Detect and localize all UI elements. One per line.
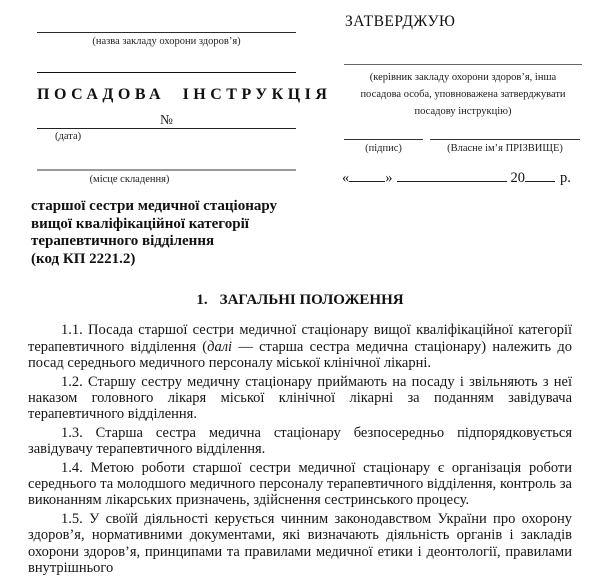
position-block bbox=[31, 198, 570, 268]
open-quote: « bbox=[342, 169, 350, 186]
facility-name-caption: (назва закладу охорони здоров’я) bbox=[92, 36, 241, 47]
section-heading bbox=[0, 292, 600, 309]
number-sign: № bbox=[160, 112, 173, 127]
document-title: ПОСАДОВА ІНСТРУКЦІЯ bbox=[37, 86, 332, 103]
paragraph-1: 1.1. Посада старшої сестри медичної стаціонару вищої кваліфікаційної категорії терапевтичного відділення (далі — старша сестра медична стаціонару) належить до посад середнього медичного персоналу міської клінічної лікарні. bbox=[28, 322, 572, 372]
position-line-4: (код КП 2221.2) bbox=[31, 250, 136, 267]
document-header bbox=[0, 0, 600, 196]
date-caption: (дата) bbox=[55, 131, 82, 142]
approver-caption bbox=[340, 69, 586, 120]
approver-caption-line-2: посадова особа, уповноважена затверджувати bbox=[360, 89, 566, 100]
signature-caption: (підпис) bbox=[365, 143, 402, 154]
close-quote: » bbox=[385, 169, 393, 186]
name-caption: (Власне ім’я ПРІЗВИЩЕ) bbox=[447, 143, 563, 154]
year-prefix: 20 bbox=[510, 169, 525, 186]
place-caption: (місце складення) bbox=[89, 174, 170, 185]
facility-name-blank-line bbox=[37, 32, 296, 33]
section-title: ЗАГАЛЬНІ ПОЛОЖЕННЯ bbox=[219, 292, 404, 309]
title-top-rule bbox=[37, 72, 296, 73]
place-blank-line bbox=[37, 169, 296, 171]
paragraph-4: 1.4. Метою роботи старшої сестри медичної стаціонару є організація роботи середнього та молодшого медичного персоналу терапевтичного відділення, контроль за виконанням лікарських призначень, здійснення сестринського процесу. bbox=[28, 459, 572, 509]
signature-blank-line bbox=[344, 139, 423, 140]
paragraph-3: 1.3. Старша сестра медична стаціонару безпосередньо підпорядковується завідувачу терапевтичного відділення. bbox=[28, 424, 572, 458]
year-suffix: р. bbox=[560, 169, 571, 186]
approve-label: ЗАТВЕРДЖУЮ bbox=[345, 13, 456, 30]
approver-caption-line-3: посадову інструкцію) bbox=[414, 106, 512, 117]
approval-date-row bbox=[342, 167, 586, 187]
name-blank-line bbox=[430, 139, 580, 140]
body-paragraphs bbox=[28, 322, 572, 576]
document-number-blank-line bbox=[37, 108, 296, 129]
paragraph-5: 1.5. У своїй діяльності керується чинним законодавством України про охорону здоров’я, нормативними документами, які визначають діяльність органів і закладів охорони здоров’я, принципами та правилами медичної етики і деонтології, правилами внутрішнього bbox=[28, 510, 572, 576]
position-line-1: старшої сестри медичної стаціонару bbox=[31, 198, 277, 214]
approver-caption-line-1: (керівник закладу охорони здоров’я, інша bbox=[369, 72, 557, 83]
month-blank bbox=[397, 167, 507, 182]
position-line-3: терапевтичного відділення bbox=[31, 233, 215, 250]
day-blank bbox=[349, 167, 385, 182]
approver-blank-line bbox=[344, 64, 582, 65]
position-line-2: вищої кваліфікаційної категорії bbox=[31, 215, 249, 232]
year-blank bbox=[525, 167, 555, 182]
paragraph-2: 1.2. Старшу сестру медичну стаціонару приймають на посаду і звільняють з неї наказом головного лікаря міської клінічної лікарні за поданням завідувача терапевтичного відділення. bbox=[28, 373, 572, 423]
section-number: 1. bbox=[196, 292, 208, 309]
